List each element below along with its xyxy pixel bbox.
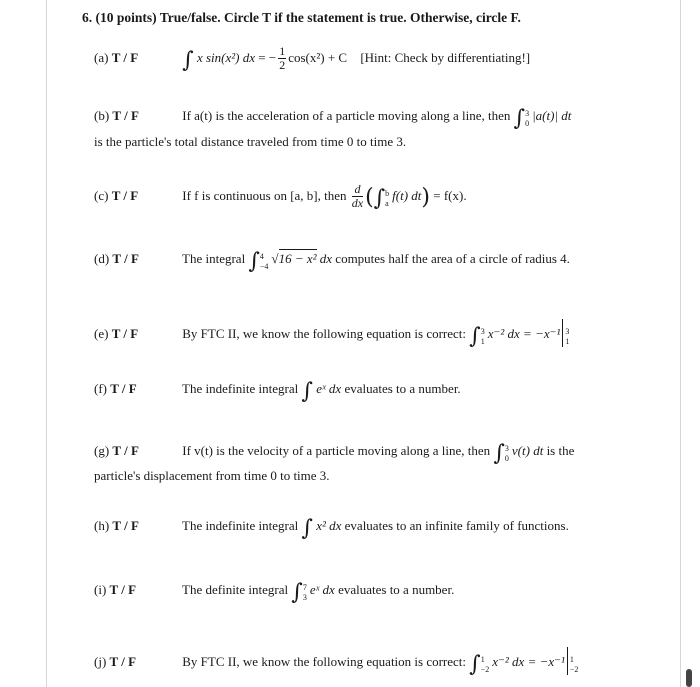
question-h: (h) T / F The indefinite integral ∫ x² dx evaluates to an infinite family of functions. (94, 516, 569, 541)
true-false-choice[interactable]: T / F (112, 518, 139, 533)
true-false-choice[interactable]: T / F (111, 188, 139, 203)
true-false-choice[interactable]: T / F (109, 654, 137, 669)
question-c: (c) T / F If f is continuous on [a, b], then $\frac{d}{dx}$ (∫ b a f(t) dt) = f(x). (94, 182, 467, 211)
question-g: (g) T / F If v(t) is the velocity of a particle moving along a line, then ∫ 3 0 v(t) dt is the (94, 441, 575, 466)
true-false-choice[interactable]: T / F (111, 50, 139, 65)
true-false-choice[interactable]: T / F (112, 443, 139, 458)
worksheet (54, 0, 674, 687)
hint-text: [Hint: Check by differentiating!] (360, 50, 531, 65)
question-e: (e) T / F By FTC II, we know the following equation is correct: ∫ 3 1 x⁻² dx = −x⁻¹ 3 1 (94, 319, 569, 348)
true-false-choice[interactable]: T / F (110, 381, 137, 396)
true-false-choice[interactable]: T / F (112, 251, 139, 266)
question-d: (d) T / F The integral ∫ 4 −4 √16 − x² dx computes half the area of a circle of radius 4. (94, 249, 570, 274)
question-g-continued: particle's displacement from time 0 to time 3. (94, 468, 330, 483)
question-a: (a) T / F ∫ x sin(x²) dx = − $\frac{1}{2}$ cos(x²) + C [Hint: Check by differentiating!] (94, 44, 531, 73)
question-b-continued: is the particle's total distance traveled from time 0 to time 3. (94, 134, 407, 149)
question-f: (f) T / F The indefinite integral ∫ eˣ dx evaluates to a number. (94, 379, 461, 404)
question-b: (b) T / F If a(t) is the acceleration of a particle moving along a line, then ∫ 3 0 |a(t)| dt (94, 106, 572, 131)
problem-title: 6. (10 points) True/false. Circle T if the statement is true. Otherwise, circle F. (82, 10, 521, 25)
true-false-choice[interactable]: T / F (111, 326, 139, 341)
scrollbar-thumb[interactable] (686, 669, 692, 687)
question-j: (j) T / F By FTC II, we know the following equation is correct: ∫ 1 −2 x⁻² dx = −x⁻¹ 1 −2 (94, 647, 578, 676)
question-i: (i) T / F The definite integral ∫ 7 3 eˣ dx evaluates to a number. (94, 580, 455, 605)
true-false-choice[interactable]: T / F (109, 582, 137, 597)
true-false-choice[interactable]: T / F (112, 108, 139, 123)
